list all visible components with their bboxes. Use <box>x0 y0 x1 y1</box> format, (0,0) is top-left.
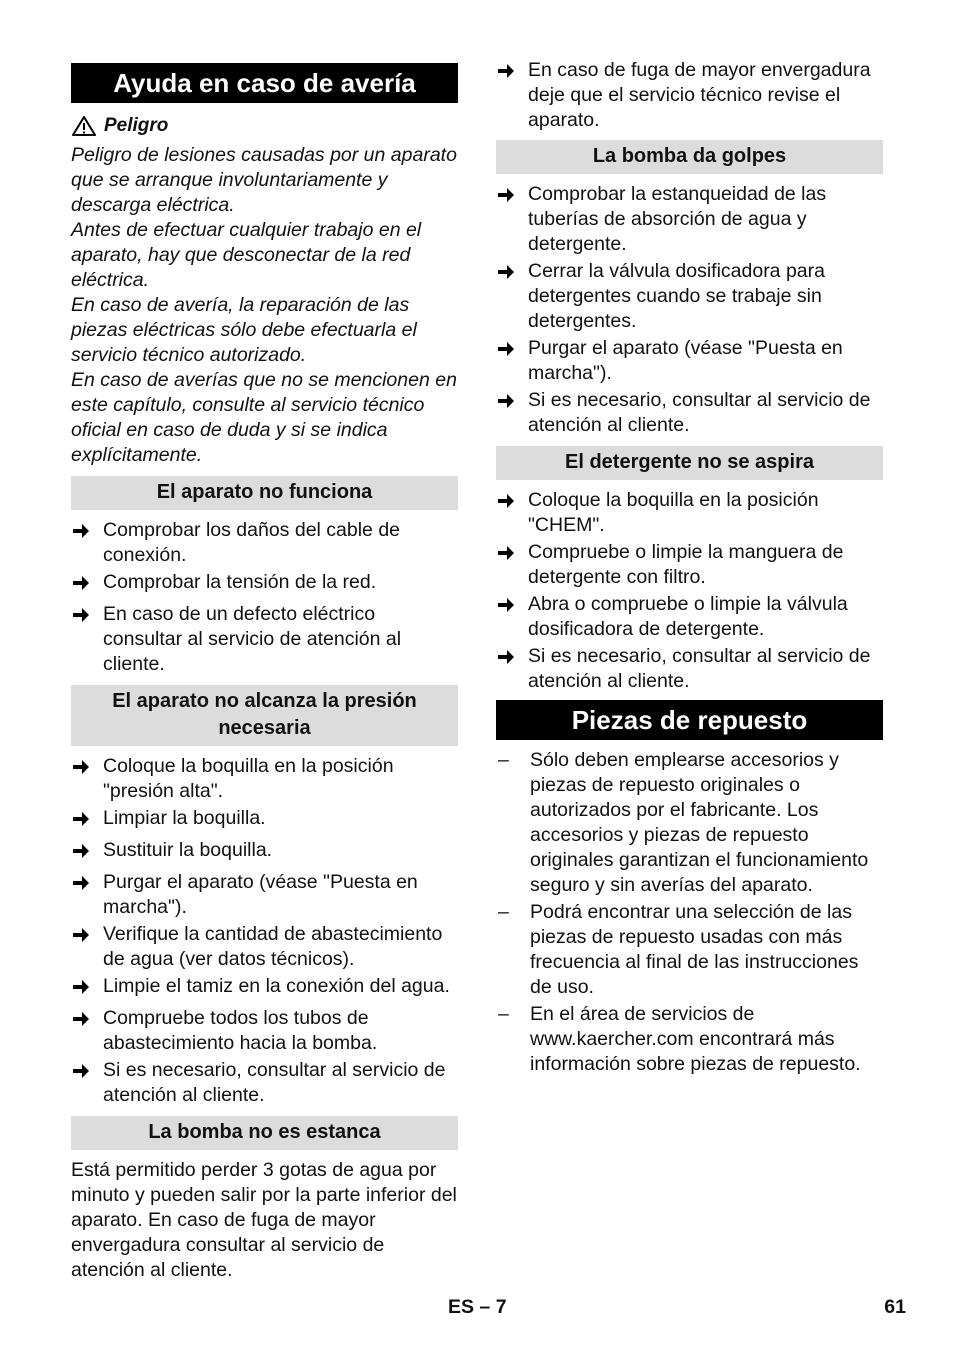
arrow-right-icon <box>496 262 516 282</box>
list-item: Si es necesario, consultar al servicio de atención al cliente. <box>71 1058 458 1108</box>
warning-paragraph: Peligro de lesiones causadas por un aparato que se arranque involuntariamente y descarga eléctrica. <box>71 144 457 216</box>
list-item: Comprobar la tensión de la red. <box>71 570 458 600</box>
dash-bullet: – <box>498 1003 509 1025</box>
list-item: Verifique la cantidad de abastecimiento de agua (ver datos técnicos). <box>71 922 458 972</box>
list-item: Purgar el aparato (véase "Puesta en marcha"). <box>71 870 458 920</box>
arrow-right-icon <box>71 521 91 541</box>
list-item: En caso de fuga de mayor envergadura deje que el servicio técnico revise el aparato. <box>496 58 883 133</box>
arrow-right-icon <box>496 339 516 359</box>
warning-header <box>71 112 458 140</box>
list-item: – En el área de servicios de www.kaercher.com encontrará más información sobre piezas de repuesto. <box>498 1003 861 1075</box>
warning-label: Peligro <box>104 115 169 136</box>
list-item: Comprobar los daños del cable de conexión. <box>71 518 458 568</box>
arrow-right-icon <box>496 595 516 615</box>
arrow-right-icon <box>71 1009 91 1029</box>
section-title-troubleshooting: Ayuda en caso de avería <box>71 63 458 103</box>
arrow-right-icon <box>71 977 91 997</box>
arrow-right-icon <box>71 605 91 625</box>
list-item: – Sólo deben emplearse accesorios y piezas de repuesto originales o autorizados por el fabricante. Los accesorios y piezas de repuesto originales garantizan el funcionamiento seguro y sin averías del aparato. <box>498 749 869 896</box>
list-item: Si es necesario, consultar al servicio de atención al cliente. <box>496 644 883 694</box>
left-column <box>71 63 458 1283</box>
list-item: Abra o compruebe o limpie la válvula dosificadora de detergente. <box>496 592 883 642</box>
arrow-right-icon <box>71 573 91 593</box>
warning-paragraph: En caso de avería, la reparación de las piezas eléctricas sólo debe efectuarla el servicio técnico autorizado. <box>71 294 417 366</box>
arrow-right-icon <box>496 185 516 205</box>
pump-leaks-paragraph: Está permitido perder 3 gotas de agua por minuto y pueden salir por la parte inferior del aparato. En caso de fuga de mayor envergadura consultar al servicio de atención al cliente. <box>71 1159 457 1281</box>
list-item: Coloque la boquilla en la posición "CHEM". <box>496 488 883 538</box>
footer-page-number: 61 <box>884 1296 906 1318</box>
arrow-right-icon <box>496 391 516 411</box>
heading-pump-leaks: La bomba no es estanca <box>71 1116 458 1150</box>
arrow-right-icon <box>496 647 516 667</box>
warning-text <box>71 143 458 468</box>
warning-paragraph: Antes de efectuar cualquier trabajo en el aparato, hay que desconectar de la red eléctrica. <box>71 219 422 291</box>
arrow-right-icon <box>71 1061 91 1081</box>
list-leak-continued <box>496 58 883 133</box>
arrow-right-icon <box>71 873 91 893</box>
list-item: Sustituir la boquilla. <box>71 838 458 868</box>
list-item: Cerrar la válvula dosificadora para detergentes cuando se trabaje sin detergentes. <box>496 259 883 334</box>
list-item: Si es necesario, consultar al servicio de atención al cliente. <box>496 388 883 438</box>
arrow-right-icon <box>496 491 516 511</box>
list-insufficient-pressure <box>71 754 458 1108</box>
heading-pump-knocks: La bomba da golpes <box>496 140 883 174</box>
warning-triangle-icon <box>71 115 97 137</box>
list-item: Comprobar la estanqueidad de las tuberías de absorción de agua y detergente. <box>496 182 883 257</box>
list-spare-parts <box>496 748 883 1077</box>
list-item: Compruebe todos los tubos de abastecimiento hacia la bomba. <box>71 1006 458 1056</box>
warning-paragraph: En caso de averías que no se mencionen en este capítulo, consulte al servicio técnico oficial en caso de duda y si se indica explícitamente. <box>71 369 457 466</box>
list-item: Limpie el tamiz en la conexión del agua. <box>71 974 458 1004</box>
heading-insufficient-pressure: El aparato no alcanza la presión necesaria <box>71 685 458 746</box>
arrow-right-icon <box>71 757 91 777</box>
list-item: En caso de un defecto eléctrico consultar al servicio de atención al cliente. <box>71 602 458 677</box>
list-item: Purgar el aparato (véase "Puesta en marcha"). <box>496 336 883 386</box>
arrow-right-icon <box>71 841 91 861</box>
list-item: Limpiar la boquilla. <box>71 806 458 836</box>
list-detergent-not-sucked <box>496 488 883 694</box>
list-pump-knocks <box>496 182 883 438</box>
list-item: – Podrá encontrar una selección de las piezas de repuesto usadas con más frecuencia al final de las instrucciones de uso. <box>498 901 859 998</box>
dash-bullet: – <box>498 749 509 771</box>
right-column <box>496 58 883 1079</box>
heading-detergent-not-sucked: El detergente no se aspira <box>496 446 883 480</box>
list-device-not-working <box>71 518 458 677</box>
footer-language-page: ES – 7 <box>448 1296 507 1318</box>
heading-device-not-working: El aparato no funciona <box>71 476 458 510</box>
section-title-spare-parts: Piezas de repuesto <box>496 700 883 740</box>
arrow-right-icon <box>71 925 91 945</box>
dash-bullet: – <box>498 901 509 923</box>
arrow-right-icon <box>496 61 516 81</box>
arrow-right-icon <box>71 809 91 829</box>
list-item: Compruebe o limpie la manguera de detergente con filtro. <box>496 540 883 590</box>
arrow-right-icon <box>496 543 516 563</box>
list-item: Coloque la boquilla en la posición "presión alta". <box>71 754 458 804</box>
